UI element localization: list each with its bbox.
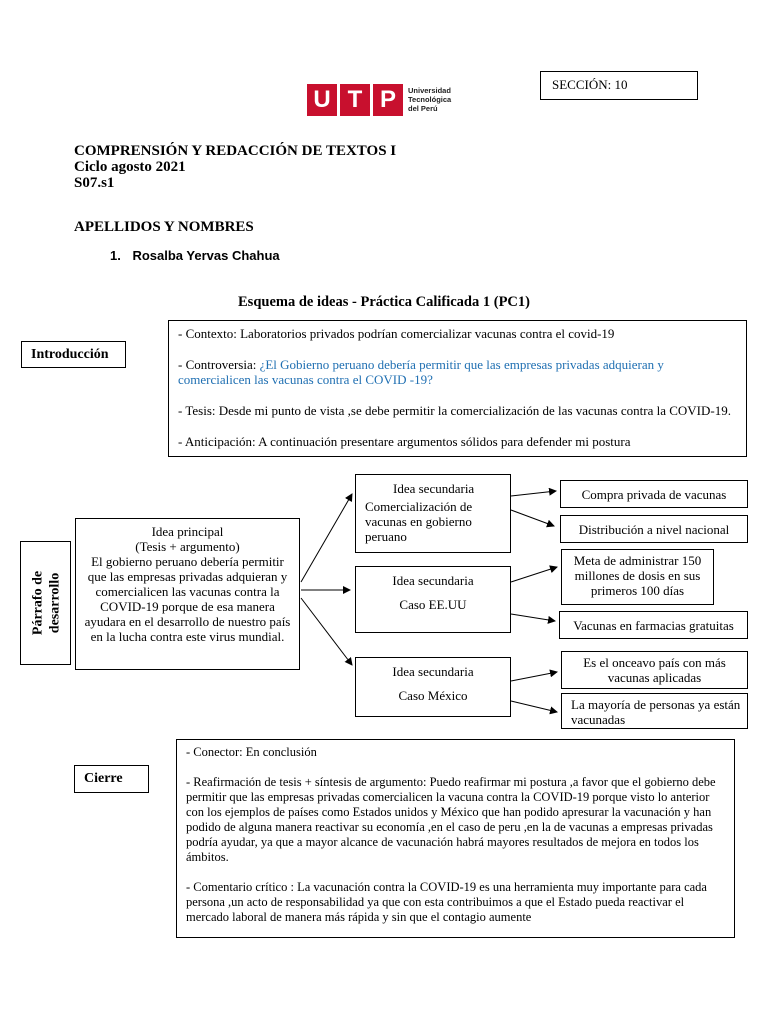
secondary-idea-3-text: Caso México bbox=[398, 688, 468, 703]
secondary-idea-2-title: Idea secundaria bbox=[392, 573, 474, 588]
course-cycle: Ciclo agosto 2021 bbox=[74, 159, 186, 175]
secondary-idea-1-text: Comercialización de vacunas en gobierno peruano bbox=[365, 499, 473, 544]
course-session: S07.s1 bbox=[74, 175, 115, 191]
secondary-idea-3-title: Idea secundaria bbox=[392, 664, 474, 679]
secondary-idea-1 bbox=[355, 474, 511, 553]
intro-thesis: - Tesis: Desde mi punto de vista ,se debe permitir la comercialización de las vacunas contra la COVID-19. bbox=[178, 403, 731, 418]
closing-critical: - Comentario crítico : La vacunación contra la COVID-19 es una herramienta muy importante para cada persona ,un acto de responsabilidad ya que con esta contribuimos a que el Estado pueda reactivar el mercado laboral de manera más rápida y sin que el contagio aumente bbox=[186, 880, 707, 924]
intro-controversy-prefix: - Controversia: bbox=[178, 357, 260, 372]
arrow-s2-d1 bbox=[511, 567, 557, 582]
main-idea-title: Idea principal bbox=[151, 524, 224, 539]
closing-reaffirmation: - Reafirmación de tesis + síntesis de argumento: Puedo reafirmar mi postura ,a favor que el gobierno debe permitir que las empresas privadas comercialicen la vacuna contra la COVID-19 porque visto lo anterior con los ejemplos de países como Estados unidos y México que han podido apresurar la vacunación y han podido de alguna manera reactivar su economía ,en el caso de peru ,en la de vacunas a empresas privadas podría ayudar, ya que a mayor alcance de vacunación habrá mayores resultados de mejora en todos los ámbitos. bbox=[186, 775, 716, 864]
detail-3-2: La mayoría de personas ya están vacunadas bbox=[561, 693, 748, 729]
detail-2-2: Vacunas en farmacias gratuitas bbox=[559, 611, 748, 639]
logo-letter-u: U bbox=[307, 84, 337, 116]
detail-1-1: Compra privada de vacunas bbox=[560, 480, 748, 508]
intro-context: - Contexto: Laboratorios privados podrían comercializar vacunas contra el covid-19 bbox=[178, 326, 615, 341]
logo-letter-p: P bbox=[373, 84, 403, 116]
closing-label: Cierre bbox=[84, 771, 123, 786]
arrow-main-to-secondary-3 bbox=[301, 598, 352, 665]
arrow-s3-d1 bbox=[511, 672, 557, 681]
secondary-idea-1-title: Idea secundaria bbox=[393, 481, 475, 496]
main-idea-text: El gobierno peruano debería permitir que las empresas privadas adquieran y comercialicen las vacunas contra la COVID-19 porque de esa manera ayudara en el desarrollo de nuestro país en la lucha contra este virus mundial. bbox=[84, 554, 291, 644]
detail-3-1: Es el onceavo país con más vacunas aplicadas bbox=[561, 651, 748, 689]
scheme-title: Esquema de ideas - Práctica Calificada 1 (PC1) bbox=[238, 294, 530, 310]
arrow-main-to-secondary-1 bbox=[301, 494, 352, 582]
student-number: 1. bbox=[110, 248, 121, 263]
logo-letter-t: T bbox=[340, 84, 370, 116]
detail-1-2: Distribución a nivel nacional bbox=[560, 515, 748, 543]
secondary-idea-2 bbox=[355, 566, 511, 633]
logo-tagline: Universidad Tecnológica del Perú bbox=[408, 86, 452, 113]
intro-anticipation: - Anticipación: A continuación presentare argumentos sólidos para defender mi postura bbox=[178, 434, 631, 449]
arrow-s2-d2 bbox=[511, 614, 555, 621]
course-title: COMPRENSIÓN Y REDACCIÓN DE TEXTOS I bbox=[74, 143, 397, 159]
main-idea-subtitle: (Tesis + argumento) bbox=[135, 539, 240, 554]
student-name: Rosalba Yervas Chahua bbox=[132, 248, 280, 263]
development-label: Párrafo de desarrollo bbox=[30, 570, 63, 636]
names-heading: APELLIDOS Y NOMBRES bbox=[74, 219, 254, 235]
arrow-s1-d1 bbox=[511, 491, 556, 496]
secondary-idea-2-text: Caso EE.UU bbox=[399, 597, 467, 612]
closing-connector: - Conector: En conclusión bbox=[186, 745, 317, 759]
closing-box bbox=[176, 739, 735, 938]
arrow-s3-d2 bbox=[511, 701, 557, 712]
arrow-s1-d2 bbox=[511, 510, 554, 526]
intro-label: Introducción bbox=[31, 347, 109, 362]
closing-label-box bbox=[74, 765, 149, 793]
section-label: SECCIÓN: 10 bbox=[552, 77, 628, 92]
secondary-idea-3 bbox=[355, 657, 511, 717]
detail-2-1: Meta de administrar 150 millones de dosis en sus primeros 100 días bbox=[561, 549, 714, 605]
intro-controversy-question: ¿El Gobierno peruano debería permitir que las empresas privadas adquieran y comercialicen las vacunas contra el COVID -19? bbox=[178, 357, 664, 387]
